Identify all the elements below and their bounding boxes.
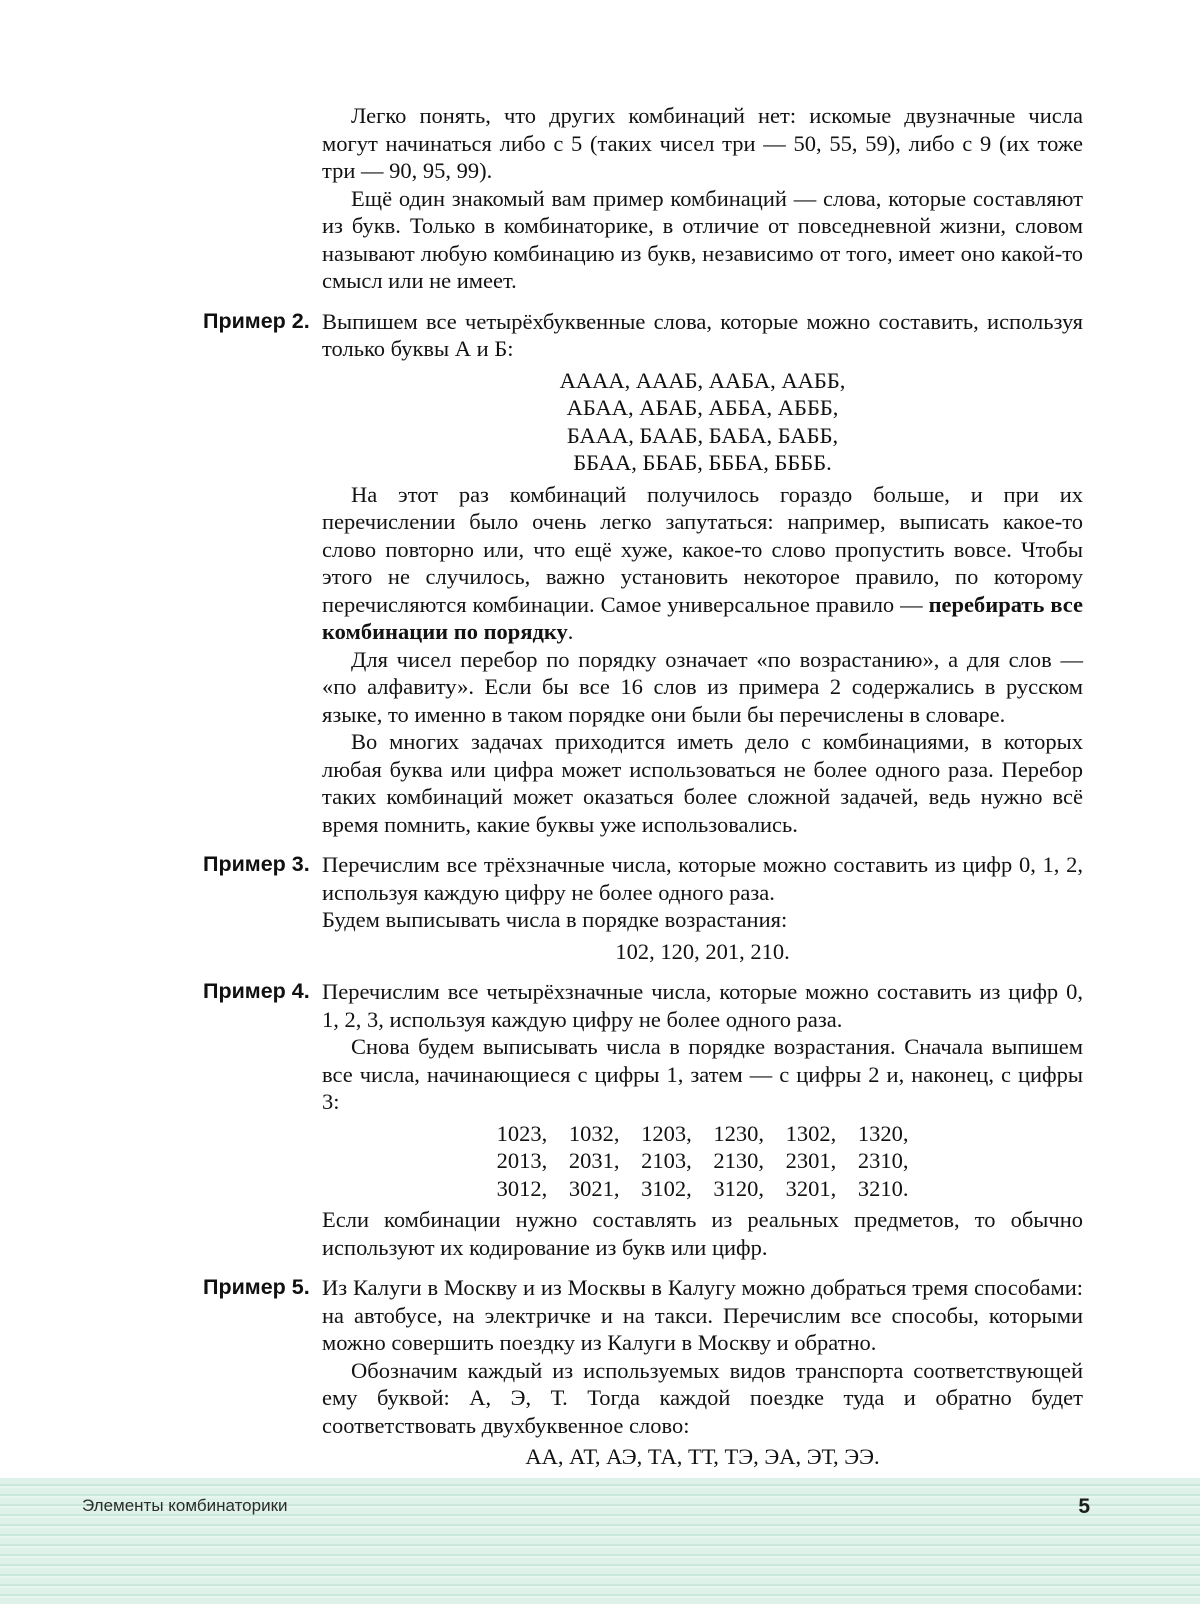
centered-line: АААА, АААБ, ААБА, ААББ, [559, 367, 846, 393]
paragraph [322, 978, 1083, 1033]
example-label: Пример 2. [203, 308, 310, 333]
example-block [203, 851, 1083, 965]
text-run: Будем выписывать числа в порядке возрастания: [322, 907, 788, 932]
example-label: Пример 4. [203, 979, 310, 1003]
text-run: На этот раз комбинаций получилось гораздо больше, и при их перечислении было очень легко запутаться: например, выписать какое-то слово повторно или, что ещё хуже, какое-то слово пропустить вовсе. Чтобы этого не случилось, важно установить некоторое правило, по которому перечисляются комбинации. Самое универсальное правило — [322, 481, 1083, 617]
paragraph [322, 481, 1083, 646]
paragraph [322, 646, 1083, 729]
text-run: . [567, 619, 574, 644]
centered-list [322, 1120, 1083, 1203]
text-run: Обозначим каждый из используемых видов транспорта соответствующей ему буквой: А, Э, Т. Тогда каждой поездке туда и обратно будет соответствовать двухбуквенное слово: [322, 1357, 1083, 1438]
centered-line: АА, АТ, АЭ, ТА, ТТ, ТЭ, ЭА, ЭТ, ЭЭ. [525, 1444, 880, 1469]
text-run: Если комбинации нужно составлять из реальных предметов, то обычно используют их кодирование из букв или цифр. [322, 1207, 1083, 1260]
paragraph [322, 1206, 1083, 1261]
centered-list [322, 367, 1083, 477]
example-block [203, 1274, 1083, 1471]
centered-list [322, 938, 1083, 966]
paragraph [322, 728, 1083, 838]
text-run: Перечислим все трёхзначные числа, которые можно составить из цифр 0, 1, 2, используя каждую цифру не более одного раза. [322, 852, 1083, 905]
paragraph [322, 308, 1083, 363]
example-block [203, 978, 1083, 1261]
text-run: Перечислим все четырёхзначные числа, которые можно составить из цифр 0, 1, 2, 3, используя каждую цифру не более одного раза. [322, 979, 1083, 1032]
text-run: Выпишем все четырёхбуквенные слова, которые можно составить, используя только буквы А и Б: [322, 308, 1083, 361]
centered-line: ББАА, ББАБ, БББА, ББББ. [573, 450, 832, 475]
text-run: Ещё один знакомый вам пример комбинаций — слова, которые составляют из букв. Только в комбинаторике, в отличие от повседневной жизни, словом называют любую комбинацию из букв, независимо от того, имеет оно какой-то смысл или не имеет. [322, 185, 1083, 293]
example-block [203, 308, 1083, 839]
text-run: Легко понять, что других комбинаций нет: искомые двузначные числа могут начинаться либо с 5 (таких чисел три — 50, 55, 59), либо с 9 (их тоже три — 90, 95, 99). [322, 103, 1083, 183]
example-label: Пример 5. [203, 1275, 310, 1299]
footer-band [0, 1478, 1200, 1604]
paragraph [322, 102, 1083, 185]
footer-page-number: 5 [1078, 1495, 1090, 1518]
footer-section-title: Элементы комбинаторики [82, 1496, 288, 1515]
text-run: Для чисел перебор по порядку означает «по возрастанию», а для слов — «по алфавиту». Если бы все 16 слов из примера 2 содержались в русском языке, то именно в таком порядке они были бы перечислены в словаре. [322, 646, 1083, 727]
text-run: Снова будем выписывать числа в порядке возрастания. Сначала выпишем все числа, начинающиеся с цифры 1, затем — с цифры 2 и, наконец, с цифры 3: [322, 1034, 1083, 1114]
paragraph [322, 1357, 1083, 1440]
centered-line: АБАА, АБАБ, АББА, АБББ, [566, 395, 839, 420]
paragraph [322, 1033, 1083, 1116]
centered-list [322, 1443, 1083, 1471]
page-body [203, 102, 1083, 1475]
paragraph [322, 1274, 1083, 1357]
text-run: Из Калуги в Москву и из Москвы в Калугу можно добраться тремя способами: на автобусе, на электричке и на такси. Перечислим все способы, которыми можно совершить поездку из Калуги в Москву и обратно. [322, 1275, 1083, 1355]
text-run: Во многих задачах приходится иметь дело с комбинациями, в которых любая буква или цифра может использоваться не более одного раза. Перебор таких комбинаций может оказаться более сложной задачей, ведь нужно всё время помнить, какие буквы уже использовались. [322, 729, 1083, 837]
bold-phrase: перебирать все комбинации по порядку [322, 591, 1083, 644]
paragraph [322, 906, 1083, 934]
centered-line: БААА, БААБ, БАБА, БАББ, [566, 422, 839, 448]
example-label: Пример 3. [203, 852, 310, 876]
centered-line: 2013, 2031, 2103, 2130, 2301, 2310, [496, 1148, 909, 1173]
centered-line: 1023, 1032, 1203, 1230, 1302, 1320, [496, 1120, 909, 1146]
centered-line: 102, 120, 201, 210. [615, 938, 790, 964]
centered-line: 3012, 3021, 3102, 3120, 3201, 3210. [496, 1175, 909, 1201]
paragraph [322, 851, 1083, 906]
paragraph [322, 185, 1083, 295]
